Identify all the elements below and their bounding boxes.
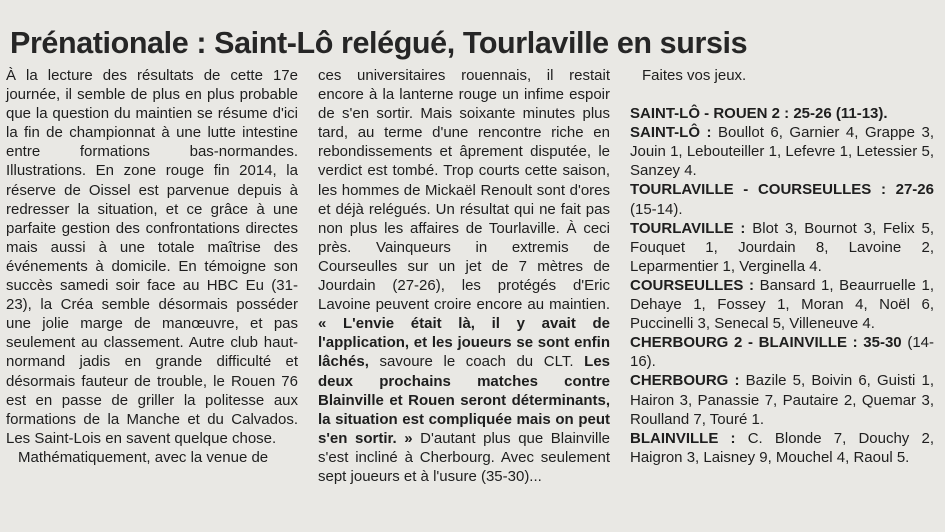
player-list: Boullot 6, Garnier 4, Grappe 3, Jouin 1, Lebouteiller 1, Lefevre 1, Letessier 5, Sanzey 4.	[630, 124, 934, 180]
paragraph	[318, 66, 610, 486]
match-result	[630, 180, 934, 218]
article-column-1	[6, 66, 298, 467]
team-name: TOURLAVILLE :	[630, 219, 746, 237]
body-text: ces universitaires rouennais, il restait encore à la lanterne rouge un infime espoir de s'en sortir. Mais soixante minutes plus tard, au terme d'une rencontre riche en rebondissements et âprement disputée, le verdict est tombé. Trop courts cette saison, les hommes de Mickaël Renoult sont d'ores et déjà relégués. Un résultat qui ne fait pas non plus les affaires de Tourlaville. À ceci près. Vainqueurs in extremis de Courseulles sur un jet de 7 mètres de Jourdain (27-26), les protégés d'Eric Lavoine peuvent croire encore au maintien.	[318, 67, 610, 314]
team-lineup	[630, 371, 934, 428]
paragraph: Mathématiquement, avec la venue de	[18, 448, 269, 466]
match-result: SAINT-LÔ - ROUEN 2 : 25-26 (11-13).	[630, 105, 888, 123]
player-list: Bansard 1, Beaurruelle 1, Dehaye 1, Fossey 1, Moran 4, Noël 6, Puccinelli 3, Senecal 5, Villeneuve 4.	[630, 276, 934, 333]
halftime-score: (15-14).	[630, 200, 683, 218]
team-lineup	[630, 123, 934, 180]
body-text: savoure le coach du CLT.	[379, 353, 574, 371]
match-result	[630, 333, 934, 371]
team-lineup	[630, 219, 934, 276]
article-column-2	[318, 66, 610, 486]
team-name: COURSEULLES :	[630, 276, 754, 294]
player-list: C. Blonde 7, Douchy 2, Haigron 3, Laisney 9, Mouchel 4, Raoul 5.	[630, 429, 935, 466]
team-name: BLAINVILLE :	[630, 429, 736, 447]
match-score: CHERBOURG 2 - BLAINVILLE : 35-30	[630, 334, 902, 352]
paragraph: À la lecture des résultats de cette 17e journée, il semble de plus en plus probable que la question du maintien se résume d'ici la fin de championnat à une lutte intestine entre formations bas-normandes. Illustrations. En zone rouge fin 2014, la réserve de Oissel est parvenue depuis à redresser la situation, et ce grâce à une parfaite gestion des confrontations directes mais aussi à une totale maîtrise des événements à domicile. En témoigne son succès samedi soir face au HBC Eu (31-23), la Créa semble désormais posséder une jolie marge de manœuvre, et pas seulement au classement. Autre club haut-normand jadis en grande difficulté et désormais fauteur de trouble, le Rouen 76 est en passe de griller la politesse aux formations de la Manche et du Calvados. Les Saint-Lois en savent quelque chose.	[6, 67, 298, 447]
player-list: Blot 3, Bournot 3, Felix 5, Fouquet 1, Jourdain 8, Lavoine 2, Leparmentier 1, Verginella 4.	[630, 219, 935, 275]
article-column-3	[630, 66, 934, 467]
team-lineup	[630, 429, 934, 467]
body-text: D'autant plus que Blainville s'est incliné à Cherbourg. Avec seulement sept joueurs et à l'usure (35-30)...	[318, 429, 610, 485]
match-score: TOURLAVILLE - COURSEULLES : 27-26	[630, 181, 934, 199]
player-list: Bazile 5, Boivin 6, Guisti 1, Hairon 3, Panassie 7, Pautaire 2, Quemar 3, Roulland 7, Touré 1.	[630, 372, 934, 428]
coach-quote: Les deux prochains matches contre Blainville et Rouen seront déterminants, la situation est compliquée mais on peut s'en sortir. »	[318, 353, 611, 447]
team-lineup	[630, 276, 934, 333]
team-name: SAINT-LÔ :	[630, 124, 712, 142]
paragraph: Faites vos jeux.	[642, 67, 747, 84]
headline: Prénationale : Saint-Lô relégué, Tourlaville en sursis	[10, 26, 748, 60]
coach-quote: « L'envie était là, il y avait de l'application, et les joueurs se sont enfin lâchés,	[318, 315, 610, 371]
team-name: CHERBOURG :	[630, 372, 740, 390]
halftime-score: (14-16).	[630, 334, 935, 371]
